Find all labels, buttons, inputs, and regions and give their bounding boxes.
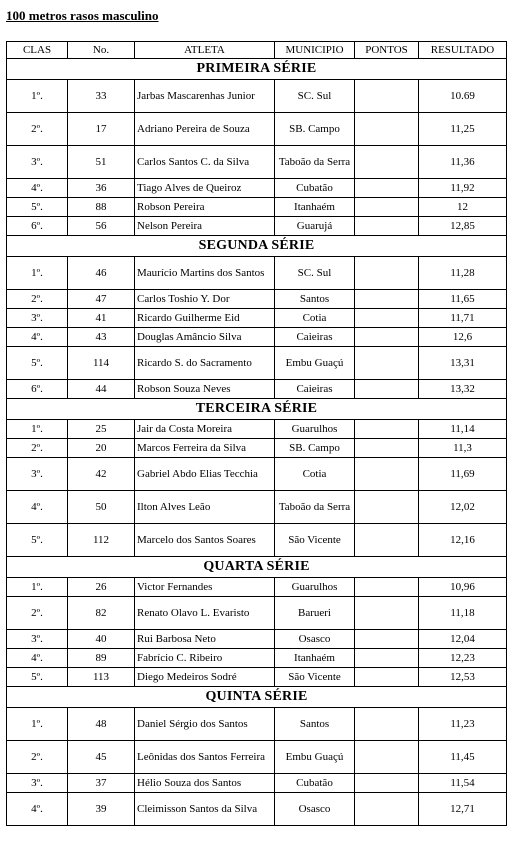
section-header-row bbox=[7, 399, 507, 420]
cell-points bbox=[355, 179, 419, 198]
cell-points bbox=[355, 793, 419, 826]
cell-position: 4º. bbox=[7, 328, 68, 347]
cell-points bbox=[355, 198, 419, 217]
cell-position: 3º. bbox=[7, 146, 68, 179]
cell-result: 12,02 bbox=[419, 491, 507, 524]
cell-municipality: Guarulhos bbox=[275, 578, 355, 597]
cell-number: 56 bbox=[68, 217, 135, 236]
cell-position: 3º. bbox=[7, 774, 68, 793]
cell-points bbox=[355, 774, 419, 793]
cell-position: 5º. bbox=[7, 524, 68, 557]
cell-result: 11,18 bbox=[419, 597, 507, 630]
cell-result: 11,36 bbox=[419, 146, 507, 179]
section-title: TERCEIRA SÉRIE bbox=[7, 399, 507, 420]
cell-points bbox=[355, 597, 419, 630]
cell-athlete: Diego Medeiros Sodré bbox=[135, 668, 275, 687]
cell-athlete: Victor Fernandes bbox=[135, 578, 275, 597]
cell-athlete: Tiago Alves de Queiroz bbox=[135, 179, 275, 198]
table-row bbox=[7, 741, 507, 774]
table-row bbox=[7, 524, 507, 557]
cell-number: 112 bbox=[68, 524, 135, 557]
cell-municipality: Santos bbox=[275, 290, 355, 309]
cell-points bbox=[355, 420, 419, 439]
cell-points bbox=[355, 80, 419, 113]
cell-points bbox=[355, 491, 419, 524]
table-row bbox=[7, 113, 507, 146]
cell-position: 2º. bbox=[7, 741, 68, 774]
section-header-row bbox=[7, 557, 507, 578]
cell-position: 3º. bbox=[7, 630, 68, 649]
header-points: PONTOS bbox=[355, 42, 419, 59]
cell-position: 2º. bbox=[7, 597, 68, 630]
section-title: QUARTA SÉRIE bbox=[7, 557, 507, 578]
cell-points bbox=[355, 630, 419, 649]
table-row bbox=[7, 347, 507, 380]
cell-athlete: Marcelo dos Santos Soares bbox=[135, 524, 275, 557]
header-clas: CLAS bbox=[7, 42, 68, 59]
header-row bbox=[7, 42, 507, 59]
table-row bbox=[7, 309, 507, 328]
cell-athlete: Daniel Sérgio dos Santos bbox=[135, 708, 275, 741]
cell-athlete: Douglas Amâncio Silva bbox=[135, 328, 275, 347]
cell-number: 48 bbox=[68, 708, 135, 741]
cell-municipality: Barueri bbox=[275, 597, 355, 630]
cell-number: 46 bbox=[68, 257, 135, 290]
cell-result: 11,14 bbox=[419, 420, 507, 439]
cell-municipality: Caieiras bbox=[275, 380, 355, 399]
cell-points bbox=[355, 146, 419, 179]
cell-position: 3º. bbox=[7, 458, 68, 491]
cell-athlete: Marcos Ferreira da Silva bbox=[135, 439, 275, 458]
section-header-row bbox=[7, 236, 507, 257]
table-row bbox=[7, 597, 507, 630]
table-row bbox=[7, 257, 507, 290]
cell-number: 89 bbox=[68, 649, 135, 668]
page-title: 100 metros rasos masculino bbox=[6, 8, 159, 23]
cell-number: 44 bbox=[68, 380, 135, 399]
table-row bbox=[7, 458, 507, 491]
cell-points bbox=[355, 458, 419, 491]
cell-municipality: Cotia bbox=[275, 458, 355, 491]
cell-result: 11,54 bbox=[419, 774, 507, 793]
cell-municipality: Guarulhos bbox=[275, 420, 355, 439]
cell-athlete: Nelson Pereira bbox=[135, 217, 275, 236]
cell-position: 4º. bbox=[7, 179, 68, 198]
cell-result: 12 bbox=[419, 198, 507, 217]
cell-athlete: Robson Pereira bbox=[135, 198, 275, 217]
cell-position: 5º. bbox=[7, 347, 68, 380]
cell-number: 113 bbox=[68, 668, 135, 687]
cell-athlete: Ricardo S. do Sacramento bbox=[135, 347, 275, 380]
cell-athlete: Fabrício C. Ribeiro bbox=[135, 649, 275, 668]
cell-points bbox=[355, 741, 419, 774]
cell-athlete: Leônidas dos Santos Ferreira bbox=[135, 741, 275, 774]
cell-result: 12,53 bbox=[419, 668, 507, 687]
cell-municipality: Cubatão bbox=[275, 774, 355, 793]
section-title: QUINTA SÉRIE bbox=[7, 687, 507, 708]
cell-result: 11,25 bbox=[419, 113, 507, 146]
table-row bbox=[7, 439, 507, 458]
table-row bbox=[7, 290, 507, 309]
cell-athlete: Carlos Santos C. da Silva bbox=[135, 146, 275, 179]
cell-municipality: SC. Sul bbox=[275, 80, 355, 113]
section-title: PRIMEIRA SÉRIE bbox=[7, 59, 507, 80]
cell-number: 82 bbox=[68, 597, 135, 630]
cell-result: 11,23 bbox=[419, 708, 507, 741]
cell-position: 1º. bbox=[7, 420, 68, 439]
cell-number: 43 bbox=[68, 328, 135, 347]
cell-result: 10.69 bbox=[419, 80, 507, 113]
table-row bbox=[7, 708, 507, 741]
table-row bbox=[7, 793, 507, 826]
cell-municipality: São Vicente bbox=[275, 524, 355, 557]
table-row bbox=[7, 668, 507, 687]
cell-result: 11,69 bbox=[419, 458, 507, 491]
cell-municipality: Cotia bbox=[275, 309, 355, 328]
cell-points bbox=[355, 328, 419, 347]
cell-number: 88 bbox=[68, 198, 135, 217]
cell-points bbox=[355, 309, 419, 328]
cell-number: 42 bbox=[68, 458, 135, 491]
cell-municipality: Embu Guaçú bbox=[275, 347, 355, 380]
cell-position: 1º. bbox=[7, 80, 68, 113]
cell-municipality: Santos bbox=[275, 708, 355, 741]
cell-position: 2º. bbox=[7, 290, 68, 309]
cell-athlete: Maurício Martins dos Santos bbox=[135, 257, 275, 290]
table-row bbox=[7, 578, 507, 597]
cell-athlete: Renato Olavo L. Evaristo bbox=[135, 597, 275, 630]
cell-athlete: Ricardo Guilherme Eid bbox=[135, 309, 275, 328]
cell-result: 12,16 bbox=[419, 524, 507, 557]
table-body bbox=[7, 59, 507, 826]
cell-result: 12,6 bbox=[419, 328, 507, 347]
cell-municipality: Itanhaém bbox=[275, 649, 355, 668]
section-header-row bbox=[7, 59, 507, 80]
cell-position: 1º. bbox=[7, 578, 68, 597]
cell-athlete: Carlos Toshio Y. Dor bbox=[135, 290, 275, 309]
cell-municipality: Taboão da Serra bbox=[275, 146, 355, 179]
cell-result: 11,92 bbox=[419, 179, 507, 198]
table-row bbox=[7, 217, 507, 236]
cell-position: 4º. bbox=[7, 793, 68, 826]
cell-municipality: SB. Campo bbox=[275, 439, 355, 458]
cell-position: 2º. bbox=[7, 439, 68, 458]
cell-position: 4º. bbox=[7, 491, 68, 524]
cell-result: 12,23 bbox=[419, 649, 507, 668]
cell-athlete: Adriano Pereira de Souza bbox=[135, 113, 275, 146]
results-table bbox=[6, 41, 507, 826]
table-header bbox=[7, 42, 507, 59]
cell-position: 6º. bbox=[7, 217, 68, 236]
header-municipality: MUNICIPIO bbox=[275, 42, 355, 59]
cell-number: 40 bbox=[68, 630, 135, 649]
table-row bbox=[7, 198, 507, 217]
cell-municipality: São Vicente bbox=[275, 668, 355, 687]
table-row bbox=[7, 179, 507, 198]
cell-athlete: Robson Souza Neves bbox=[135, 380, 275, 399]
cell-result: 12,71 bbox=[419, 793, 507, 826]
cell-number: 114 bbox=[68, 347, 135, 380]
table-row bbox=[7, 630, 507, 649]
cell-result: 10,96 bbox=[419, 578, 507, 597]
cell-athlete: Rui Barbosa Neto bbox=[135, 630, 275, 649]
table-row bbox=[7, 328, 507, 347]
cell-number: 50 bbox=[68, 491, 135, 524]
cell-number: 36 bbox=[68, 179, 135, 198]
cell-number: 47 bbox=[68, 290, 135, 309]
cell-number: 39 bbox=[68, 793, 135, 826]
cell-points bbox=[355, 257, 419, 290]
cell-municipality: Osasco bbox=[275, 793, 355, 826]
cell-points bbox=[355, 708, 419, 741]
cell-number: 25 bbox=[68, 420, 135, 439]
cell-result: 11,28 bbox=[419, 257, 507, 290]
cell-position: 5º. bbox=[7, 668, 68, 687]
cell-municipality: Embu Guaçú bbox=[275, 741, 355, 774]
table-row bbox=[7, 420, 507, 439]
header-athlete: ATLETA bbox=[135, 42, 275, 59]
cell-municipality: SB. Campo bbox=[275, 113, 355, 146]
cell-points bbox=[355, 380, 419, 399]
cell-number: 37 bbox=[68, 774, 135, 793]
table-row bbox=[7, 774, 507, 793]
cell-number: 26 bbox=[68, 578, 135, 597]
cell-result: 12,85 bbox=[419, 217, 507, 236]
cell-municipality: Guarujá bbox=[275, 217, 355, 236]
cell-municipality: Taboão da Serra bbox=[275, 491, 355, 524]
cell-result: 13,31 bbox=[419, 347, 507, 380]
header-number: No. bbox=[68, 42, 135, 59]
cell-athlete: Ilton Alves Leão bbox=[135, 491, 275, 524]
table-row bbox=[7, 146, 507, 179]
cell-points bbox=[355, 347, 419, 380]
section-header-row bbox=[7, 687, 507, 708]
cell-number: 20 bbox=[68, 439, 135, 458]
cell-municipality: Itanhaém bbox=[275, 198, 355, 217]
cell-athlete: Jarbas Mascarenhas Junior bbox=[135, 80, 275, 113]
table-row bbox=[7, 491, 507, 524]
cell-athlete: Jair da Costa Moreira bbox=[135, 420, 275, 439]
cell-result: 13,32 bbox=[419, 380, 507, 399]
cell-municipality: Osasco bbox=[275, 630, 355, 649]
cell-position: 6º. bbox=[7, 380, 68, 399]
cell-municipality: Caieiras bbox=[275, 328, 355, 347]
cell-number: 33 bbox=[68, 80, 135, 113]
table-row bbox=[7, 380, 507, 399]
cell-municipality: Cubatão bbox=[275, 179, 355, 198]
cell-points bbox=[355, 668, 419, 687]
cell-result: 12,04 bbox=[419, 630, 507, 649]
cell-result: 11,3 bbox=[419, 439, 507, 458]
section-title: SEGUNDA SÉRIE bbox=[7, 236, 507, 257]
cell-result: 11,71 bbox=[419, 309, 507, 328]
cell-position: 4º. bbox=[7, 649, 68, 668]
cell-points bbox=[355, 217, 419, 236]
cell-athlete: Hélio Souza dos Santos bbox=[135, 774, 275, 793]
cell-result: 11,65 bbox=[419, 290, 507, 309]
cell-number: 41 bbox=[68, 309, 135, 328]
cell-municipality: SC. Sul bbox=[275, 257, 355, 290]
cell-position: 1º. bbox=[7, 257, 68, 290]
cell-points bbox=[355, 290, 419, 309]
cell-number: 51 bbox=[68, 146, 135, 179]
cell-position: 2º. bbox=[7, 113, 68, 146]
cell-athlete: Gabriel Abdo Elias Tecchia bbox=[135, 458, 275, 491]
cell-position: 5º. bbox=[7, 198, 68, 217]
table-row bbox=[7, 80, 507, 113]
cell-athlete: Cleimisson Santos da Silva bbox=[135, 793, 275, 826]
cell-points bbox=[355, 439, 419, 458]
cell-number: 17 bbox=[68, 113, 135, 146]
table-row bbox=[7, 649, 507, 668]
cell-points bbox=[355, 113, 419, 146]
header-result: RESULTADO bbox=[419, 42, 507, 59]
cell-points bbox=[355, 649, 419, 668]
cell-position: 3º. bbox=[7, 309, 68, 328]
cell-position: 1º. bbox=[7, 708, 68, 741]
cell-result: 11,45 bbox=[419, 741, 507, 774]
cell-number: 45 bbox=[68, 741, 135, 774]
cell-points bbox=[355, 578, 419, 597]
cell-points bbox=[355, 524, 419, 557]
